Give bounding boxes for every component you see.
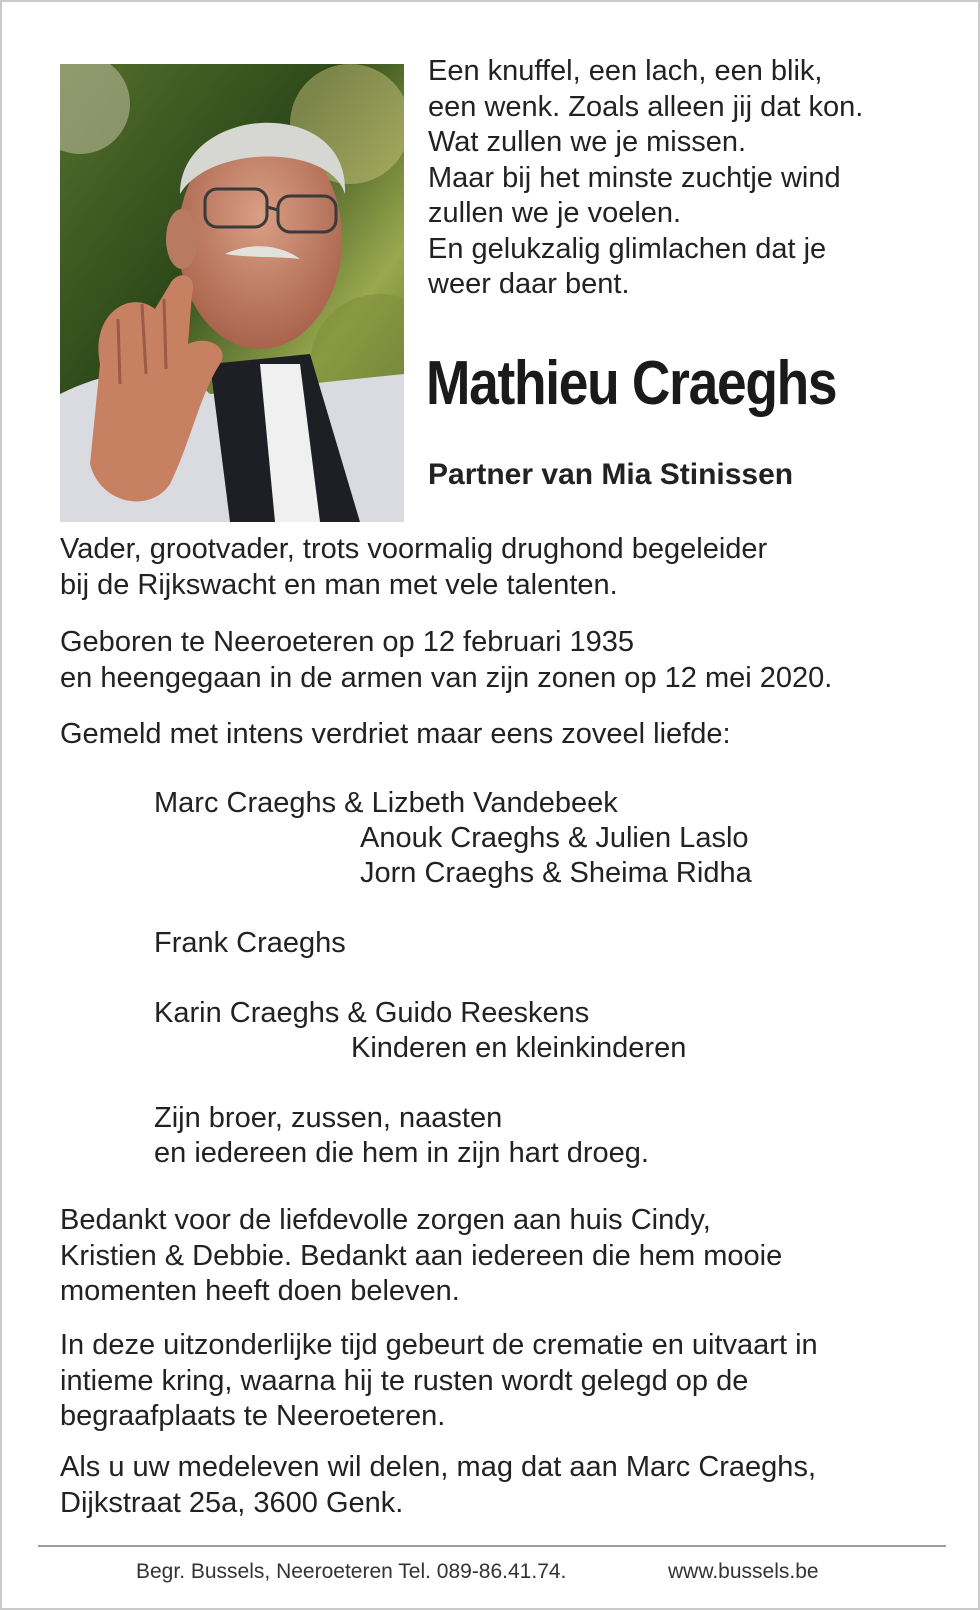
- bio: [60, 532, 767, 603]
- ceremony-line: begraafplaats te Neeroeteren.: [60, 1400, 446, 1432]
- poem-line: Wat zullen we je missen.: [428, 126, 747, 158]
- dates-line: Geboren te Neeroeteren op 12 februari 1935: [60, 626, 634, 658]
- thanks: [60, 1203, 782, 1310]
- dates-line: en heengegaan in de armen van zijn zonen op 12 mei 2020.: [60, 661, 833, 694]
- thanks-line: Bedankt voor de liefdevolle zorgen aan huis Cindy,: [60, 1204, 711, 1236]
- poem: [428, 54, 958, 303]
- poem-line: En gelukzalig glimlachen dat je: [428, 232, 827, 265]
- ceremony: [60, 1328, 818, 1435]
- birth-death-dates: [60, 625, 832, 696]
- partner-line: Partner van Mia Stinissen: [428, 458, 794, 491]
- portrait-photo: [60, 64, 404, 522]
- family-kinderen: Kinderen en kleinkinderen: [351, 1032, 687, 1064]
- family-marc: Marc Craeghs & Lizbeth Vandebeek: [154, 787, 618, 819]
- ceremony-line: In deze uitzonderlijke tijd gebeurt de crematie en uitvaart in: [60, 1329, 818, 1361]
- ceremony-line: intieme kring, waarna hij te rusten wordt gelegd op de: [60, 1364, 749, 1397]
- family-iedereen: en iedereen die hem in zijn hart droeg.: [154, 1137, 649, 1169]
- thanks-line: Kristien & Debbie. Bedankt aan iedereen die hem mooie: [60, 1239, 783, 1272]
- announcement: Gemeld met intens verdriet maar eens zoveel liefde:: [60, 718, 731, 750]
- condolences-line: Dijkstraat 25a, 3600 Genk.: [60, 1486, 404, 1519]
- portrait-illustration: [60, 64, 404, 522]
- poem-line: zullen we je voelen.: [428, 197, 682, 229]
- poem-line: Een knuffel, een lach, een blik,: [428, 55, 823, 87]
- family-karin: Karin Craeghs & Guido Reeskens: [154, 997, 590, 1029]
- condolences: [60, 1450, 816, 1521]
- undertaker-info: Begr. Bussels, Neeroeteren Tel. 089-86.41.74.: [136, 1560, 567, 1583]
- poem-line: een wenk. Zoals alleen jij dat kon.: [428, 90, 864, 123]
- bio-line: bij de Rijkswacht en man met vele talenten.: [60, 568, 618, 601]
- family-broer: Zijn broer, zussen, naasten: [154, 1102, 503, 1134]
- bio-line: Vader, grootvader, trots voormalig drughond begeleider: [60, 533, 768, 565]
- family-frank: Frank Craeghs: [154, 927, 346, 959]
- poem-line: weer daar bent.: [428, 268, 630, 300]
- family-jorn: Jorn Craeghs & Sheima Ridha: [360, 857, 752, 889]
- deceased-name: Mathieu Craeghs: [426, 349, 837, 418]
- condolences-line: Als u uw medeleven wil delen, mag dat aan Marc Craeghs,: [60, 1451, 816, 1483]
- footer-divider: [38, 1545, 946, 1547]
- poem-line: Maar bij het minste zuchtje wind: [428, 161, 841, 194]
- website-link[interactable]: www.bussels.be: [668, 1560, 819, 1583]
- family-anouk: Anouk Craeghs & Julien Laslo: [360, 822, 749, 854]
- thanks-line: momenten heeft doen beleven.: [60, 1275, 460, 1307]
